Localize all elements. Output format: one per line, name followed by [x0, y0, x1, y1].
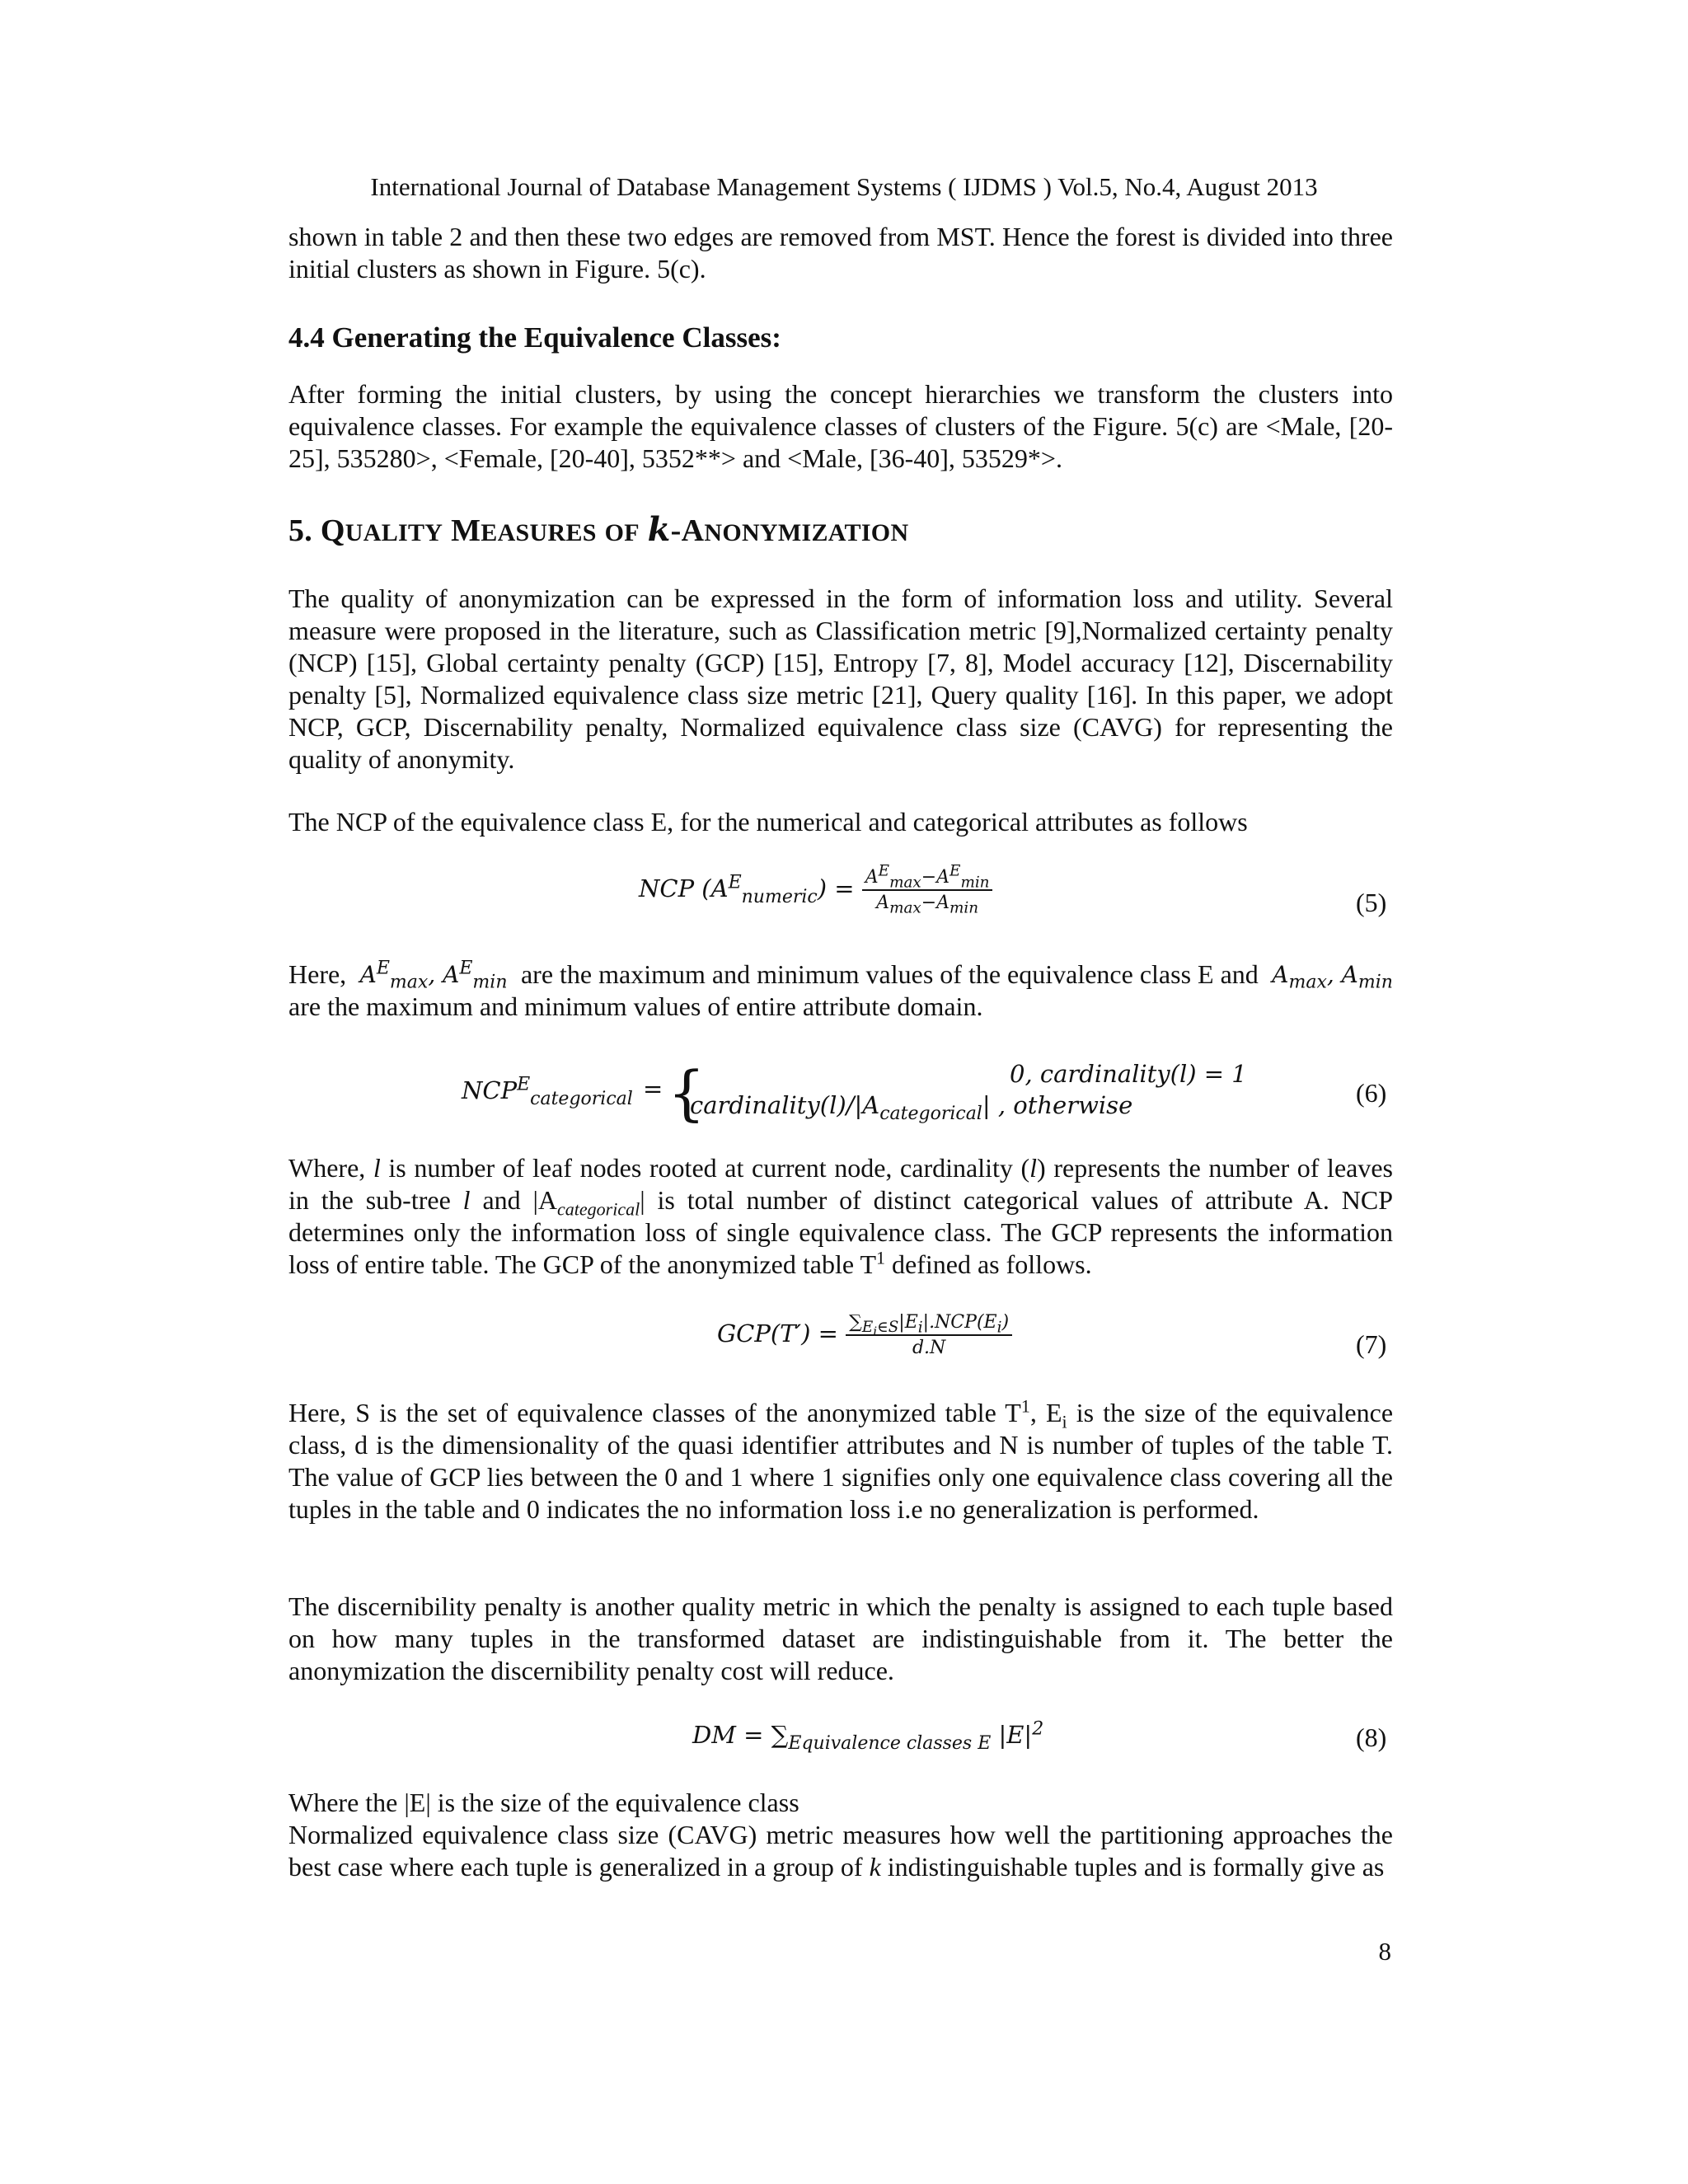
- here-paragraph-2: Here, S is the set of equivalence classes of the anonymized table $T^1$, $E_i$ is the size of the equivalence class, d is the dimensionality of the quasi identifier attributes and N is number of tuples of the table T. The value of GCP lies between the 0 and 1 where 1 signifies only one equivalence class covering all the tuples in the table and 0 indicates the no information loss i.e no generalization is performed.: [288, 1395, 1394, 1524]
- cavg-paragraph: Normalized equivalence class size (CAVG) metric measures how well the partitioning approaches the best case where each tuple is generalized in a group of k indistinguishable tuples and is formally give as: [288, 1820, 1393, 1882]
- here-paragraph-1: Here, $A^E_{max}$, $A^E_{min}$ are the maximum and minimum values of the equivalence class E and $A_{max}$, $A_{min}$ are the maximum and minimum values of entire attribute domain.: [288, 958, 1393, 1021]
- equation-6-number: (6): [1356, 1078, 1387, 1108]
- equation-5: NCP $(A^E_{numeric})$ = $\frac{A^E_{max}-A^E_{min}}{A_{max}-A_{min}}$: [639, 867, 992, 913]
- section-5-paragraph-1: The quality of anonymization can be expressed in the form of information loss and utility. Several measure were proposed in the literature, such as Classification metric [9],Normalized certainty penalty (NCP) [15], Global certainty penalty (GCP) [15], Entropy [7, 8], Model accuracy [12], Discernability penalty [5], Normalized equivalence class size metric [21], Query quality [16]. In this paper, we adopt NCP, GCP, Discernability penalty, Normalized equivalence class size (CAVG) for representing the quality of anonymity.: [288, 583, 1393, 774]
- section-5-paragraph-2: The NCP of the equivalence class E, for the numerical and categorical attributes as follows: [288, 807, 1248, 837]
- discernibility-paragraph: The discernibility penalty is another quality metric in which the penalty is assigned to each tuple based on how many tuples in the transformed dataset are indistinguishable from it. The better the anonymization the discernibility penalty cost will reduce.: [288, 1591, 1393, 1685]
- left-brace: {: [668, 1058, 706, 1127]
- equation-6: $NCP^E_{categorical}$ = { 0, cardinality(l) = 1 $cardinality(l)/|A_{categorical}|$ , otherwise: [462, 1058, 1247, 1127]
- intro-paragraph: shown in table 2 and then these two edges are removed from MST. Hence the forest is divided into three initial clusters as shown in Figure. 5(c).: [288, 222, 1393, 284]
- equation-7-number: (7): [1356, 1329, 1387, 1359]
- equation-5-number: (5): [1356, 888, 1387, 917]
- section-4-4-heading: 4.4 Generating the Equivalence Classes:: [288, 321, 781, 354]
- page-number: 8: [1378, 1937, 1391, 1966]
- where-paragraph: Where, l is number of leaf nodes rooted at current node, cardinality (l) represents the number of leaves in the sub-tree l and $|A_{categorical}|$ is total number of distinct categorical values of attribute A. NCP determines only the information loss of single equivalence class. The GCP represents the information loss of entire table. The GCP of the anonymized table $T^1$ defined as follows.: [288, 1153, 1394, 1279]
- where-e-line: Where the |E| is the size of the equivalence class: [288, 1788, 799, 1817]
- section-5-heading: 5. QUALITY MEASURES OF k-ANONYMIZATION: [288, 510, 909, 549]
- section-4-4-paragraph: After forming the initial clusters, by using the concept hierarchies we transform the clusters into equivalence classes. For example the equivalence classes of clusters of the Figure. 5(c) are <Male, [20-25], 535280>, <Female, [20-40], 5352**> and <Male, [36-40], 53529*>.: [288, 379, 1393, 473]
- running-header: International Journal of Database Management Systems ( IJDMS ) Vol.5, No.4, August 2013: [370, 172, 1318, 201]
- equation-8: DM = $\sum_{Equivalence classes E}$ $|E|^2$: [692, 1718, 1044, 1754]
- equation-7: GCP(T′) = $\frac{\sum_{E_i\in S}|E_i|.NCP(E_i)}{d.N}$: [717, 1312, 1012, 1358]
- equation-8-number: (8): [1356, 1722, 1387, 1752]
